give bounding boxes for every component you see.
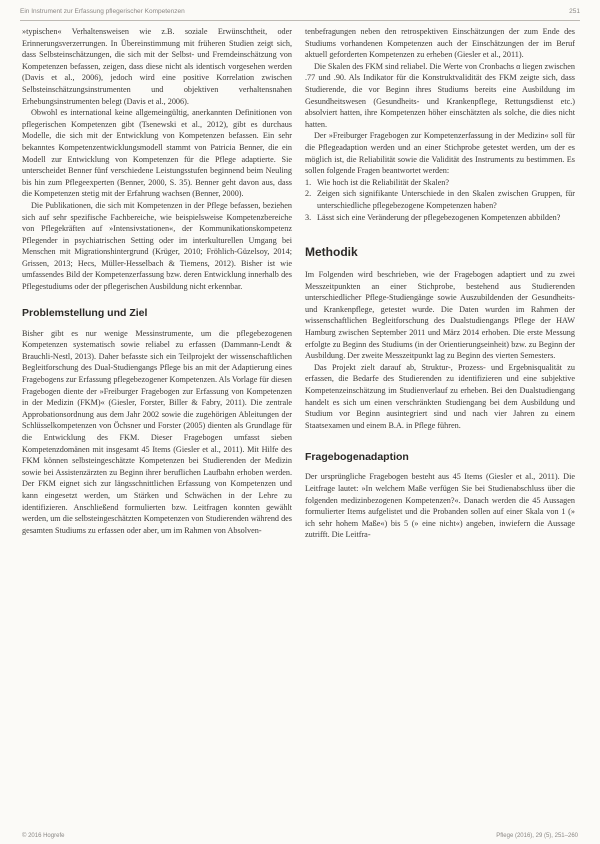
list-item: 3. Lässt sich eine Veränderung der pflegebezogenen Kompetenzen abbilden? — [305, 212, 561, 222]
paragraph: Bisher gibt es nur wenige Messinstrumente, um die pflegebezogenen Kompetenzen systematisch sowie reliabel zu erfassen (Dammann-Lendt & Brauchli-Nestl, 2013). Daher befasste sich ein Teilprojekt der wissenschaftlichen Begleitforschung des Dual-Studiengangs Pflege bis an mit der Adaptierung eines Fragebogens zur Erfassung pflegebezogener Kompetenzen. Als Vorlage für diesen Fragebogen diente der »Freiburger Fragebogen zur Erfassung von Kompetenzen in der Medizin (FKM)« (Giesler, Forster, Biller & Fabry, 2011). Die zentrale Approbationsordnung aus dem Jahr 2002 sowie die zugehörigen Ableitungen der Schlüsselkompetenzen von Öchsner und Forster (2005) dienten als Grundlage für die Entwicklung des FKM. Dieser Fragebogen umfasst sieben Kompetenzdomänen mit insgesamt 45 Items (Giesler et al., 2011). Mit Hilfe des FKM können selbsteingeschätzte Kompetenzen bei Studierenden der Medizin sowie bei Assistenzärzten zu Beginn ihrer beruflichen Laufbahn erhoben werden. Der FKM eignet sich zur längsschnittlichen Erfassung von Kompetenzen und kann eingesetzt werden, um Stärken und Schwächen in der Lehre zu identifizieren. Anschließend formulierten bzw. Leitfragen konnten gewählt werden, um die selbsteingeschätzten Kompetenzen von Studierenden während des gesamten Studiums zu erfassen oder aber, um im Rahmen von Absolven- — [22, 328, 292, 535]
section-heading-fragebogenadaption: Fragebogenadaption — [305, 451, 409, 464]
paragraph: Die Skalen des FKM sind reliabel. Die Werte von Cronbachs α liegen zwischen .77 und .90. Als Indikator für die Konstruktvalidität des FKM zeigte sich, dass Studierende, die vor Beginn ihres Studiums bereits eine Ausbildung im Gesundheitswesen (Gesundheits- und Krankenpflege, Rettungsdienst etc.) absolviert hatten, ihre Kompetenzen höher einschätzten als solche, die dies nicht hatten. — [305, 61, 575, 129]
section-heading-methodik: Methodik — [305, 245, 358, 260]
list-item: 1. Wie hoch ist die Reliabilität der Skalen? — [305, 177, 449, 187]
paragraph: Obwohl es international keine allgemeingültig, anerkannten Definitionen von pflegerischen Kompetenzen gibt (Tsenewski et al., 2012), gibt es durchaus Modelle, die sich mit der Entwicklung von Kompetenzen befassen. Ein sehr bekanntes Kompetenzentwicklungsmodell stammt von Patricia Benner, die ein Modell zur Entwicklung von Kompetenzen für die Pflege adaptierte. Sie unterscheidet Benner fünf verschiedene Leistungsstufen beginnend beim Neuling bis hin zum Pflegeexperten (Benner, 2000, S. 35). Benner geht davon aus, dass die Kompetenzen stetig mit der Erfahrung wachsen (Benner, 2000). — [22, 108, 292, 199]
paragraph: Das Projekt zielt darauf ab, Struktur-, Prozess- und Ergebnisqualität zu erfassen, die Bedarfe des Studierenden zu identifizieren und eine subjektive Kompetenzeinschätzung im Studienverlauf zu erheben. Bei den Dualstudiengang handelt es sich um einen verschränkten Studiengang bei dem Ausbildung und Studium vor Beginn ausintegriert sind und nach vier Jahren zu einem Staatsexamen und einem B.A. in Pflege führen. — [305, 362, 575, 430]
paragraph: Im Folgenden wird beschrieben, wie der Fragebogen adaptiert und zu zwei Messzeitpunkten an einer Stichprobe, bestehend aus Studierenden unterschiedlicher Pflege-Studiengänge sowie Auszubildenden der Gesundheits- und Krankenpflege, getestet wurde. Die Daten wurden im Rahmen der wissenschaftlichen Begleitforschung des Dualstudiengangs Pflege der HAW Hamburg zwischen September 2011 und März 2014 erhoben. Die erste Messung erfolgte zu Beginn des Studiums (in der Orientierungseinheit) bzw. zu Beginn der Ausbildung. Der zweite Messzeitpunkt lag zu Beginn des vierten Semesters. — [305, 270, 575, 361]
section-heading-problemstellung: Problemstellung und Ziel — [22, 306, 148, 319]
footer-publisher: © 2016 Hogrefe — [22, 833, 65, 839]
list-item: 2. Zeigen sich signifikante Unterschiede in den Skalen zwischen Gruppen, für unterschiedliche pflegebezogene Kompetenzen haben? — [305, 189, 575, 210]
paragraph: »typischen« Verhaltensweisen wie z.B. soziale Erwünschtheit, oder Erinnerungsverzerrungen. In Übereinstimmung mit früheren Studien zeigt sich, dass Selbsteinschätzungen, die sich mit der Selbst- und Fremdeinschätzung von Kompetenzen befassen, zeigen, dass diese nicht als identisch vorgesehen werden (Davis et al., 2006), jedoch wird eine positive Korrelation zwischen Selbsteinschätzungsinstrumenten und objektiven verhaltensnahen Erhebungsinstrumenten belegt (Davis et al., 2006). — [22, 27, 292, 106]
paragraph: Die Publikationen, die sich mit Kompetenzen in der Pflege befassen, beziehen sich auf sehr spezifische Fachbereiche, wie beispielsweise Kompetenzbereiche von Pflegekräften auf »Intensivstationen«, der Kommunikationskompetenz Pflegender in psychiatrischen Setting oder im interkulturellen Umgang bei Menschen mit Migrationshintergrund (Krüger, 2010; Fröhlich-Güzelsoy, 2014; Grissen, 2013; Hecs, Müller-Hesselbach & Tiemens, 2012). Bisher ist wie umfassendes Bild der Kompetenzerfassung bzw. deren Entwicklung innerhalb des Pflegestudiums oder der pflegerischen Ausbildung nicht erkennbar. — [22, 200, 292, 292]
paragraph: Der »Freiburger Fragebogen zur Kompetenzerfassung in der Medizin« soll für die Pflegeadaption werden und an einer Stichprobe getestet werden, um der es möglich ist, die Reliabilität sowie die Validität des Instruments zu bestimmen. Es sollen folgende Fragen beantwortet werden: — [305, 131, 575, 176]
page-footer — [22, 833, 578, 842]
running-header — [20, 6, 580, 20]
paragraph: Der ursprüngliche Fragebogen besteht aus 45 Items (Giesler et al., 2011). Die Leitfrage lautet: »In welchem Maße verfügen Sie bei Studienabschluss über die folgenden medizinbezogenen Kompetenzen?«. Danach werden die 45 Aussagen formulierter Items aufgelistet und die Probanden sollen auf einer Skala von 1 (» ich sehr hohem Maße«) bis 5 (» eine nicht«) angeben, inwiefern die Aussage zutrifft. Die Leitfra- — [305, 472, 575, 540]
running-title: Ein Instrument zur Erfassung pflegerischer Kompetenzen — [20, 8, 185, 15]
page-number: 251 — [569, 8, 580, 15]
research-questions-list — [305, 177, 575, 223]
left-column — [22, 26, 292, 536]
right-column — [305, 26, 575, 541]
footer-citation: Pflege (2016), 29 (5), 251–260 — [496, 833, 578, 839]
header-rule — [20, 20, 580, 21]
paragraph: tenbefragungen neben den retrospektiven Einschätzungen der zum Ende des Studiums vorhandenen Kompetenzen auch der Einschätzungen der im Beruf aktuell geforderten Kompetenzen zu erheben (Giesler et al., 2011). — [305, 27, 575, 60]
